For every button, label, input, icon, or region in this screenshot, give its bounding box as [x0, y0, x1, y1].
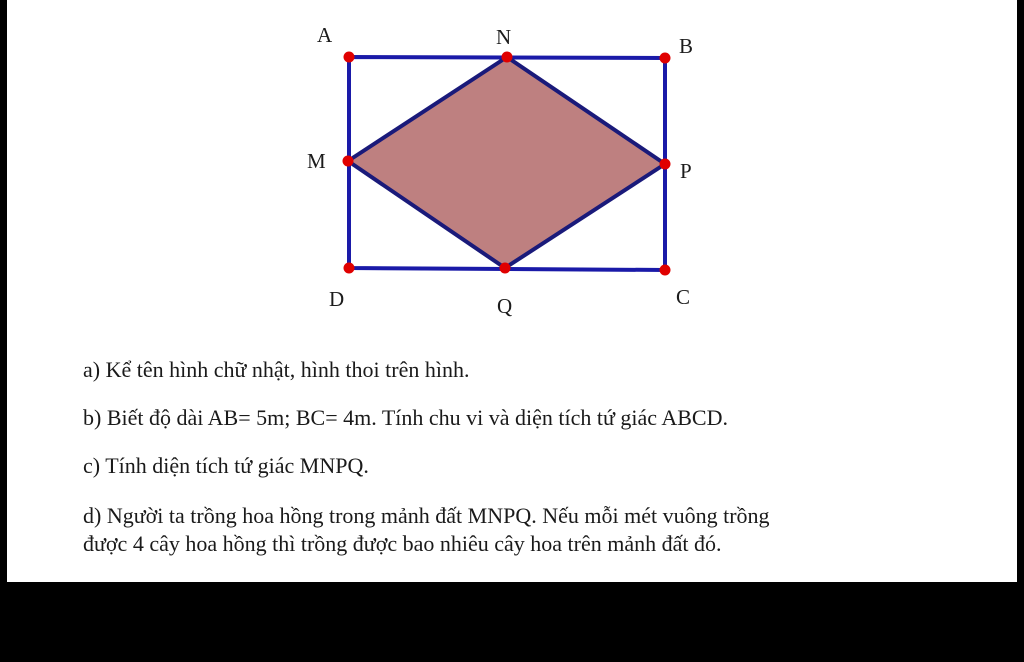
point-m — [343, 156, 354, 167]
question-b: b) Biết độ dài AB= 5m; BC= 4m. Tính chu vi và diện tích tứ giác ABCD. — [83, 405, 728, 430]
point-n — [502, 52, 513, 63]
point-d — [344, 263, 355, 274]
point-p — [660, 159, 671, 170]
label-c: C — [676, 285, 691, 309]
rhombus-mnpq — [348, 57, 665, 268]
geometry-figure — [7, 0, 1017, 340]
label-m: M — [307, 149, 326, 173]
question-d-line-1: d) Người ta trồng hoa hồng trong mảnh đất MNPQ. Nếu mỗi mét vuông trồng — [83, 503, 770, 528]
question-d-line-2: được 4 cây hoa hồng thì trồng được bao nhiêu cây hoa trên mảnh đất đó. — [83, 531, 722, 556]
label-p: P — [680, 159, 692, 183]
point-c — [660, 265, 671, 276]
question-c: c) Tính diện tích tứ giác MNPQ. — [83, 453, 369, 478]
worksheet — [7, 0, 1017, 582]
point-a — [344, 52, 355, 63]
label-n: N — [496, 25, 512, 49]
label-a: A — [317, 23, 333, 47]
point-q — [500, 263, 511, 274]
label-q: Q — [497, 294, 513, 318]
question-d — [83, 502, 770, 558]
label-b: B — [679, 34, 694, 58]
question-a: a) Kể tên hình chữ nhật, hình thoi trên hình. — [83, 357, 470, 382]
point-b — [660, 53, 671, 64]
label-d: D — [329, 287, 345, 311]
